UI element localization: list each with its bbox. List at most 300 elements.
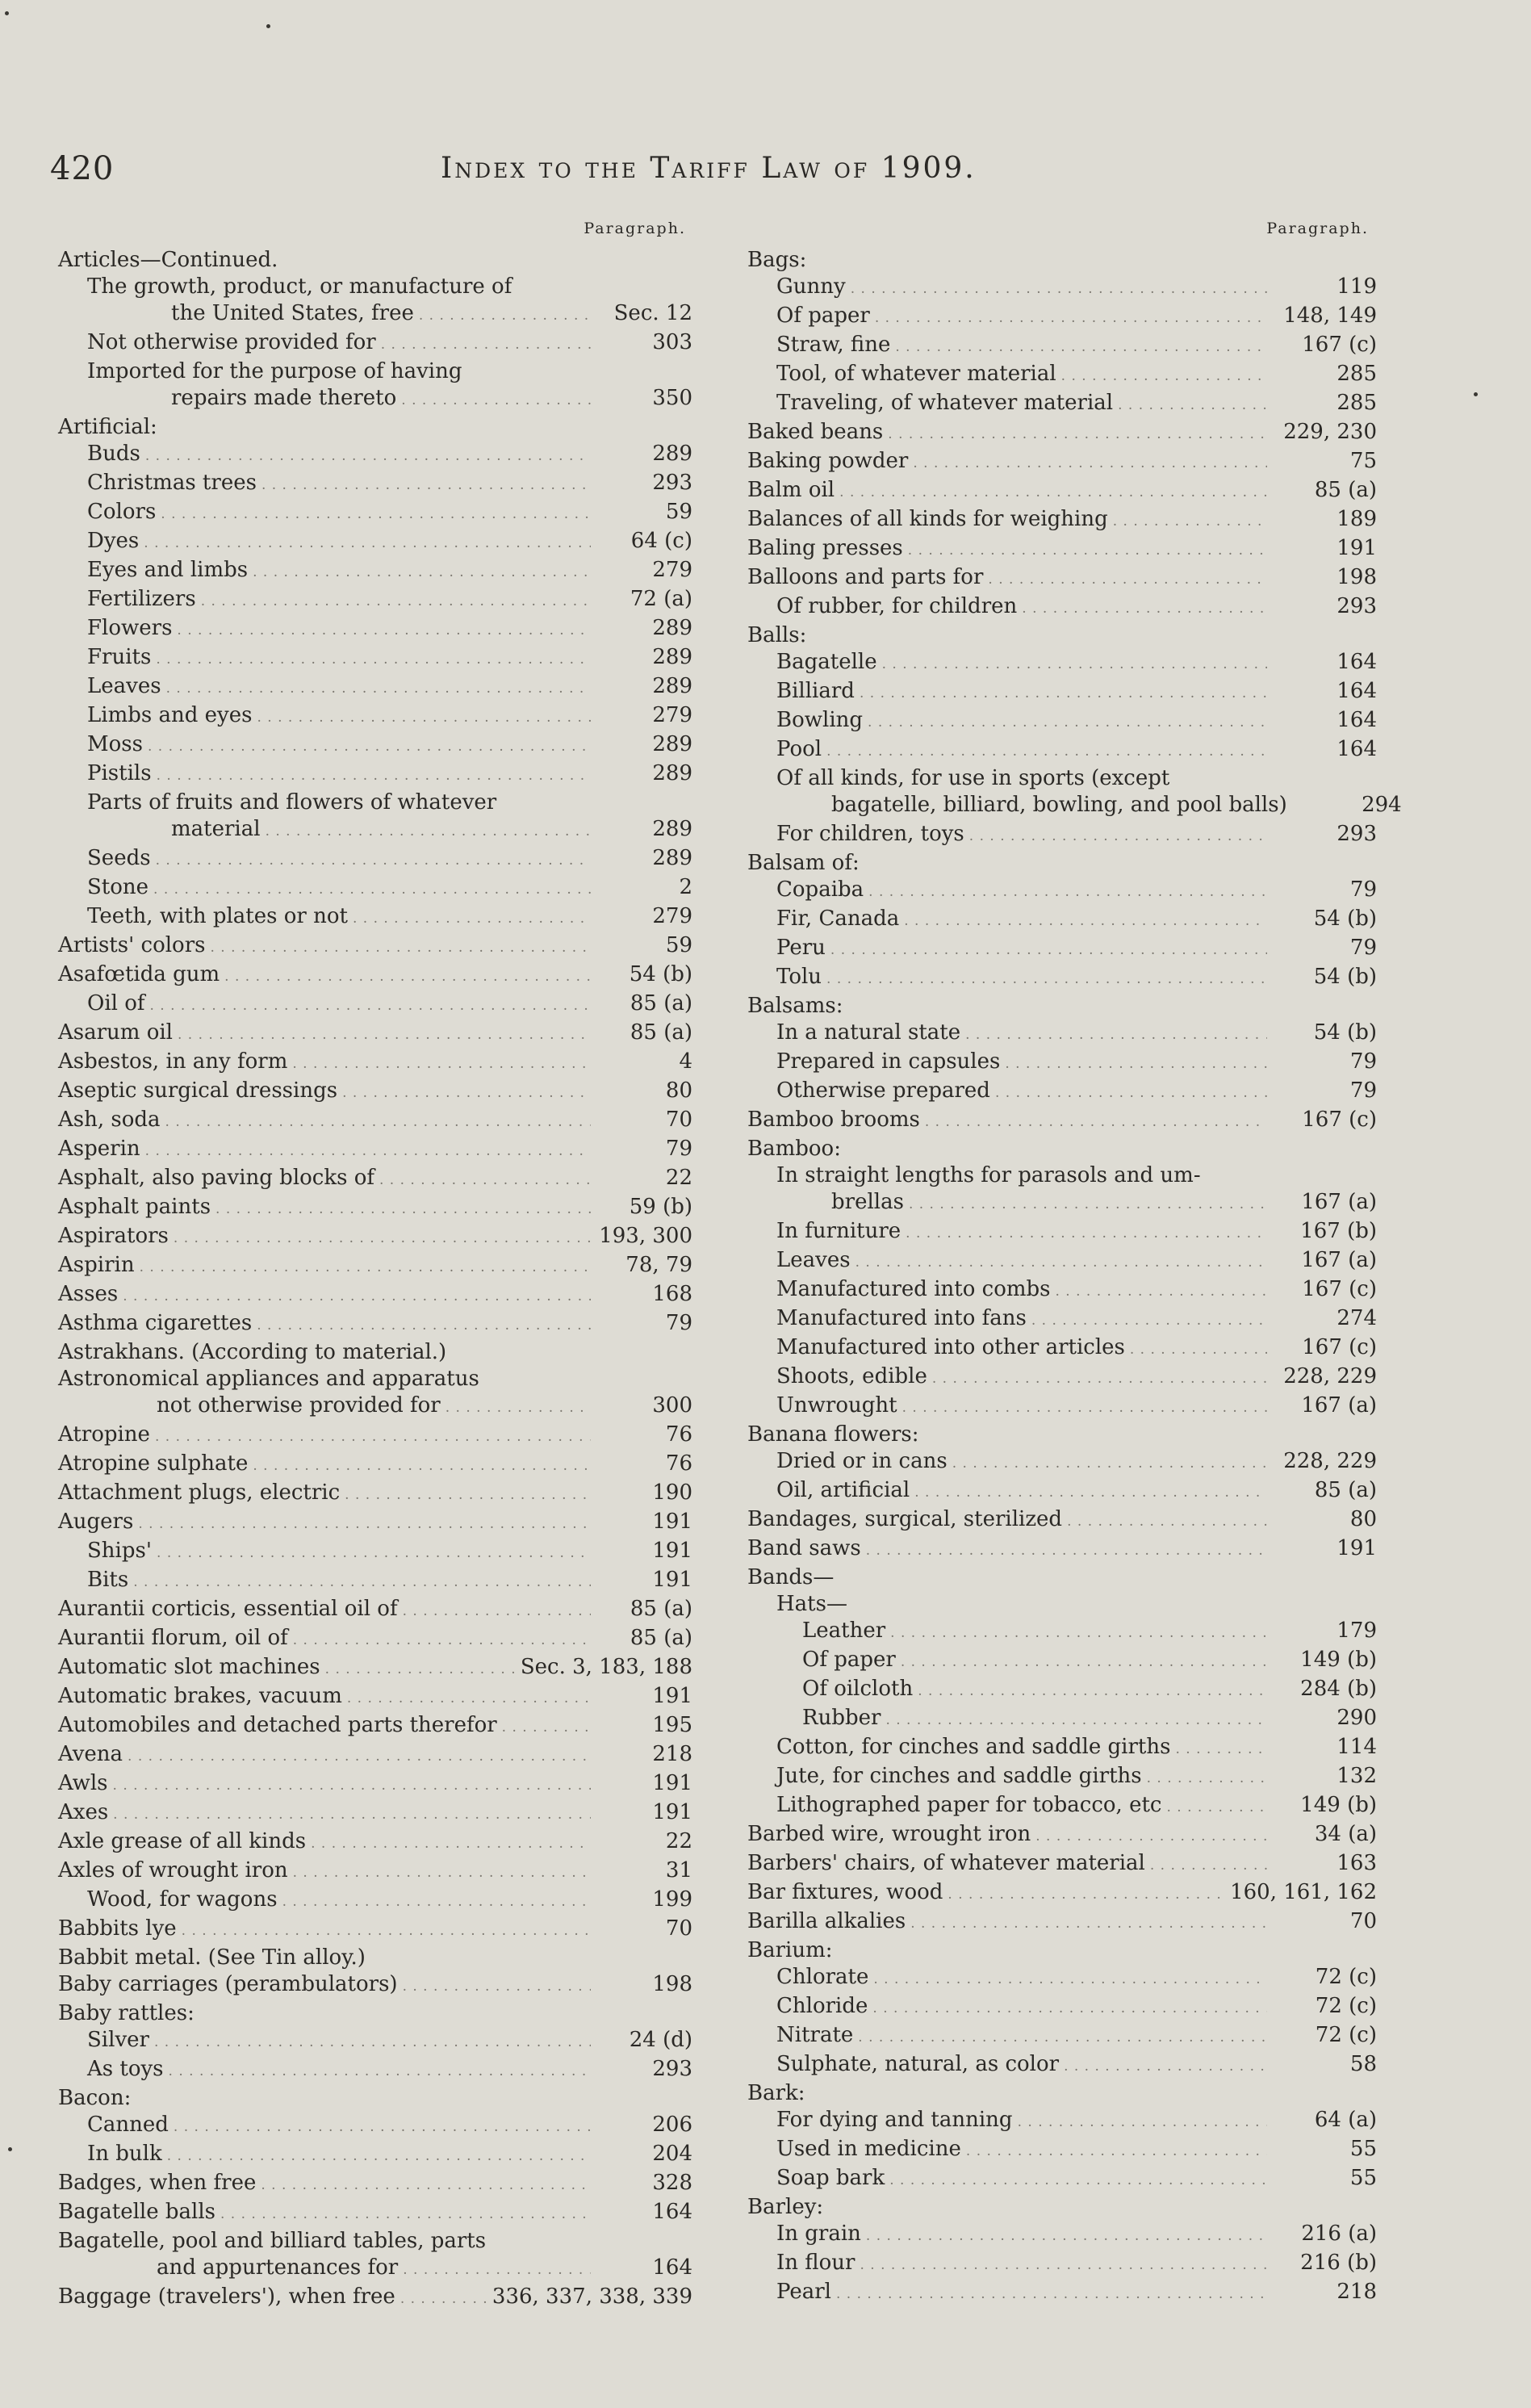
index-entry [747, 2080, 1377, 2107]
entry-term: Ash, soda [58, 1108, 161, 1132]
leader-dots [1147, 1765, 1267, 1792]
index-entry [747, 535, 1377, 564]
paragraph-number: 167 (c) [1302, 1277, 1377, 1301]
index-entry [747, 1078, 1377, 1107]
paragraph-number: 22 [665, 1166, 692, 1190]
index-entry [58, 2056, 692, 2085]
paragraph-number: 218 [1336, 2280, 1377, 2304]
paragraph-number: 228, 229 [1283, 1449, 1377, 1473]
index-entry [58, 1741, 692, 1770]
leader-dots [261, 472, 591, 499]
index-entry [747, 1993, 1377, 2022]
entry-term: Balloons and parts for [747, 565, 984, 589]
index-entry [747, 935, 1377, 964]
index-entry [747, 390, 1377, 419]
leader-dots [1022, 596, 1267, 622]
leader-dots [400, 2286, 487, 2313]
leader-dots [182, 1918, 591, 1945]
index-entry [58, 1165, 692, 1194]
entry-term: Artificial: [58, 415, 157, 439]
index-entry [747, 1422, 1377, 1448]
leader-dots [381, 332, 591, 358]
paragraph-number: 79 [1349, 877, 1377, 902]
index-entry [747, 1821, 1377, 1850]
index-entry [747, 964, 1377, 993]
entry-term: Chloride [776, 1994, 868, 2018]
paragraph-number: 164 [652, 2255, 692, 2280]
paragraph-number: 279 [652, 904, 692, 928]
paragraph-number: 189 [1336, 507, 1377, 531]
leader-dots [210, 935, 591, 961]
entry-term: Imported for the purpose of having [87, 359, 462, 383]
index-entry [747, 1334, 1377, 1363]
leader-dots [1031, 1308, 1267, 1334]
leader-dots [855, 1250, 1267, 1276]
entry-term: Of rubber, for children [776, 594, 1018, 618]
entry-term: Eyes and limbs [87, 558, 249, 582]
leader-dots [293, 1627, 591, 1654]
index-entry [58, 1310, 692, 1339]
leader-dots [1175, 1736, 1267, 1763]
entry-term: Oil of [87, 991, 145, 1016]
index-entry [58, 2000, 692, 2027]
paragraph-number: 72 (c) [1315, 1994, 1377, 2018]
leader-dots [932, 1366, 1267, 1392]
entry-term: Baking powder [747, 449, 909, 473]
paragraph-number: 300 [652, 1393, 692, 1418]
leader-dots [201, 588, 591, 615]
entry-term: Used in medicine [776, 2137, 961, 2161]
paragraph-number: 204 [652, 2142, 692, 2166]
index-entry [58, 1281, 692, 1310]
paragraph-number: 164 [1336, 650, 1377, 674]
entry-term: Manufactured into combs [776, 1277, 1051, 1301]
entry-term: Asses [58, 1282, 119, 1306]
paragraph-number: 179 [1336, 1619, 1377, 1643]
entry-term: In furniture [776, 1219, 901, 1243]
leader-dots [901, 1649, 1267, 1676]
index-entry [58, 1916, 692, 1945]
paragraph-number: 167 (a) [1301, 1248, 1377, 1272]
paragraph-number: 79 [1349, 1049, 1377, 1074]
paragraph-number: 303 [652, 330, 692, 354]
index-entry [58, 615, 692, 644]
entry-term: In bulk [87, 2142, 162, 2166]
index-entry [58, 470, 692, 499]
paragraph-number: 336, 337, 338, 339 [492, 2284, 692, 2309]
index-entry [747, 1162, 1377, 1218]
entry-term: Of paper [802, 1648, 896, 1672]
index-entry [58, 1887, 692, 1916]
entry-term: Limbs and eyes [87, 703, 253, 727]
paragraph-number: 72 (a) [630, 587, 692, 611]
entry-term: Tool, of whatever material [776, 362, 1056, 386]
entry-term: Baling presses [747, 536, 903, 560]
entry-term: Bamboo: [747, 1137, 841, 1161]
paragraph-number: 216 (b) [1300, 2251, 1377, 2275]
paragraph-number: 59 [665, 933, 692, 957]
index-entry [747, 1763, 1377, 1792]
index-entry [747, 593, 1377, 622]
entry-term: Astrakhans. (According to material.) [58, 1340, 447, 1364]
leader-dots [1150, 1853, 1267, 1879]
paragraph-number: 31 [665, 1858, 692, 1882]
paragraph-number: 2 [679, 875, 692, 899]
leader-dots [157, 763, 591, 789]
entry-term: Aspirators [58, 1224, 169, 1248]
leader-dots [161, 501, 591, 528]
entry-term: Cotton, for cinches and saddle girths [776, 1735, 1171, 1759]
entry-term: Aurantii florum, oil of [58, 1626, 288, 1650]
entry-term: Automatic brakes, vacuum [58, 1684, 342, 1708]
paragraph-number: 289 [652, 645, 692, 669]
paragraph-number: 163 [1336, 1851, 1377, 1875]
index-entry [747, 274, 1377, 303]
paragraph-number: 76 [665, 1422, 692, 1447]
index-entry [747, 2022, 1377, 2051]
index-entry [58, 1625, 692, 1654]
paragraph-number: 274 [1336, 1306, 1377, 1330]
entry-term: Manufactured into other articles [776, 1335, 1125, 1359]
index-entry [58, 1538, 692, 1567]
entry-term: In a natural state [776, 1020, 961, 1045]
paragraph-number: 229, 230 [1283, 420, 1377, 444]
paragraph-number: 160, 161, 162 [1230, 1880, 1377, 1904]
index-entry [747, 1879, 1377, 1908]
paragraph-number: 191 [1336, 536, 1377, 560]
entry-term: Rubber [802, 1706, 881, 1730]
paragraph-number: 198 [652, 1972, 692, 1996]
entry-term: Bagatelle, pool and billiard tables, parts [58, 2229, 487, 2253]
scan-speck [266, 24, 270, 28]
leader-dots [1113, 509, 1267, 535]
paragraph-number: 191 [652, 1568, 692, 1592]
entry-term: Bar fixtures, wood [747, 1880, 943, 1904]
index-entry [58, 586, 692, 615]
index-list-right [747, 247, 1402, 2308]
entry-term: Asperin [58, 1137, 140, 1161]
index-entry [747, 2221, 1377, 2250]
leader-dots [1018, 2109, 1267, 2136]
index-entry [747, 1591, 1377, 1618]
paragraph-number: 198 [1336, 565, 1377, 589]
leader-dots [401, 387, 591, 414]
leader-dots [909, 1191, 1267, 1218]
entry-term: Christmas trees [87, 471, 257, 495]
index-entry [747, 1705, 1377, 1734]
index-entry [747, 1734, 1377, 1763]
entry-term: Colors [87, 500, 157, 524]
index-entry [58, 1049, 692, 1078]
paragraph-number: 279 [652, 703, 692, 727]
index-entry [58, 499, 692, 528]
entry-term: Banana flowers: [747, 1422, 919, 1447]
index-entry [58, 2199, 692, 2228]
leader-dots [325, 1656, 516, 1683]
paragraph-number: 289 [652, 846, 692, 870]
paragraph-number: 22 [665, 1829, 692, 1853]
index-entry [58, 2170, 692, 2199]
index-entry [747, 1136, 1377, 1162]
leader-dots [889, 2167, 1267, 2194]
paragraph-number: 191 [652, 1684, 692, 1708]
index-entry [747, 1908, 1377, 1937]
index-entry [747, 361, 1377, 390]
entry-term: Bowling [776, 708, 864, 732]
leader-dots [966, 2138, 1267, 2165]
index-entry [747, 2194, 1377, 2221]
index-entry [58, 1567, 692, 1596]
leader-dots [1166, 1794, 1267, 1821]
paragraph-number: 293 [652, 471, 692, 495]
index-entry [58, 1451, 692, 1480]
paragraph-number: 55 [1349, 2166, 1377, 2190]
paragraph-number: 191 [652, 1771, 692, 1795]
entry-term: Shoots, edible [776, 1364, 927, 1388]
paragraph-number: 293 [1336, 594, 1377, 618]
paragraph-number: Sec. 3, 183, 188 [520, 1655, 692, 1679]
paragraph-number: 285 [1336, 391, 1377, 415]
leader-dots [353, 906, 591, 932]
entry-term: Oil, artificial [776, 1478, 910, 1502]
index-entry [747, 993, 1377, 1020]
index-entry [747, 1506, 1377, 1535]
leader-dots [1061, 363, 1267, 390]
leader-dots [153, 877, 591, 903]
leader-dots [292, 1051, 591, 1078]
index-entry [58, 1683, 692, 1712]
index-entry [747, 1964, 1377, 1993]
leader-dots [882, 651, 1267, 678]
entry-term: Teeth, with plates or not [87, 904, 348, 928]
paragraph-number: 167 (a) [1301, 1190, 1377, 1214]
index-list-left [58, 247, 692, 2313]
index-entry [58, 789, 692, 845]
leader-dots [167, 2143, 591, 2170]
entry-term: Bark: [747, 2081, 805, 2105]
entry-continuation: and appurtenances for [157, 2255, 399, 2280]
entry-term: Aseptic surgical dressings [58, 1078, 338, 1103]
paragraph-number: 79 [665, 1311, 692, 1335]
index-entry [58, 1107, 692, 1136]
leader-dots [113, 1802, 591, 1828]
leader-dots [257, 1313, 591, 1339]
entry-term: In straight lengths for parasols and um- [776, 1163, 1201, 1187]
leader-dots [875, 305, 1267, 332]
index-entry [58, 932, 692, 961]
index-entry [58, 1509, 692, 1538]
paragraph-number: 285 [1336, 362, 1377, 386]
index-entry [747, 1049, 1377, 1078]
paragraph-number: 85 (a) [630, 1597, 692, 1621]
leader-dots [150, 993, 592, 1020]
entry-term: Attachment plugs, electric [58, 1480, 341, 1505]
paragraph-number: 289 [652, 674, 692, 698]
entry-continuation: the United States, free [171, 301, 414, 325]
leader-dots [914, 1480, 1267, 1506]
index-entry [747, 1477, 1377, 1506]
entry-term: Dried or in cans [776, 1449, 947, 1473]
paragraph-number: 148, 149 [1283, 304, 1377, 328]
entry-term: Artists' colors [58, 933, 206, 957]
leader-dots [902, 1395, 1267, 1422]
entry-continuation: brellas [831, 1190, 904, 1214]
paragraph-number: 79 [665, 1137, 692, 1161]
paragraph-number: 79 [1349, 936, 1377, 960]
leader-dots [155, 1424, 591, 1451]
index-entry [58, 329, 692, 358]
entry-term: Dyes [87, 529, 140, 553]
leader-dots [866, 1538, 1267, 1564]
entry-term: Fir, Canada [776, 907, 900, 931]
entry-term: Fruits [87, 645, 152, 669]
index-entry [58, 1596, 692, 1625]
paragraph-number: 24 (d) [629, 2028, 692, 2052]
paragraph-number: 167 (c) [1302, 333, 1377, 357]
leader-dots [1056, 1279, 1268, 1305]
index-entry [58, 2284, 692, 2313]
leader-dots [138, 1511, 591, 1538]
leader-dots [988, 567, 1267, 593]
index-entry [747, 1535, 1377, 1564]
paragraph-number: 164 [652, 2200, 692, 2224]
paragraph-number: 132 [1336, 1764, 1377, 1788]
entry-term: Seeds [87, 846, 151, 870]
entry-term: Flowers [87, 616, 173, 640]
entry-term: Nitrate [776, 2023, 854, 2047]
index-entry [747, 1020, 1377, 1049]
leader-dots [866, 2223, 1267, 2250]
entry-term: Axles of wrought iron [58, 1858, 288, 1882]
entry-term: Canned [87, 2113, 169, 2137]
leader-dots [419, 303, 591, 329]
entry-term: Of oilcloth [802, 1677, 914, 1701]
index-entry [747, 765, 1402, 821]
leader-dots [178, 1022, 591, 1049]
leader-dots [868, 710, 1267, 736]
index-entry [58, 990, 692, 1020]
leader-dots [403, 1598, 591, 1625]
entry-term: Baby carriages (perambulators) [58, 1972, 398, 1996]
entry-term: Gunny [776, 274, 846, 299]
entry-term: Badges, when free [58, 2171, 257, 2195]
index-entry [58, 1078, 692, 1107]
leader-dots [345, 1482, 591, 1509]
entry-term: Baby rattles: [58, 2001, 195, 2025]
index-entry [747, 303, 1377, 332]
index-entry [58, 760, 692, 789]
paragraph-number: 193, 300 [599, 1224, 692, 1248]
leader-dots [220, 2201, 591, 2228]
entry-term: Sulphate, natural, as color [776, 2052, 1060, 2076]
paragraph-number: 76 [665, 1451, 692, 1476]
index-entry [747, 1107, 1377, 1136]
index-entry [58, 2027, 692, 2056]
index-entry [747, 1676, 1377, 1705]
paragraph-number: 72 (c) [1315, 1965, 1377, 1989]
entry-term: Leaves [776, 1248, 851, 1272]
leader-dots [910, 1911, 1267, 1937]
paragraph-number: 279 [652, 558, 692, 582]
leader-dots [851, 276, 1267, 303]
paragraph-number: 289 [652, 817, 692, 841]
paragraph-number: 191 [652, 1510, 692, 1534]
paragraph-number: 70 [665, 1108, 692, 1132]
leader-dots [224, 964, 591, 990]
entry-term: Avena [58, 1742, 123, 1766]
paragraph-number: 195 [652, 1713, 692, 1737]
index-entry [747, 1363, 1377, 1392]
paragraph-number: 85 (a) [630, 991, 692, 1016]
paragraph-number: 4 [679, 1049, 692, 1074]
leader-dots [133, 1569, 591, 1596]
leader-dots [906, 1221, 1267, 1247]
paragraph-number: 54 (b) [1313, 907, 1377, 931]
index-entry [747, 448, 1377, 477]
leader-dots [969, 823, 1267, 850]
leader-dots [826, 739, 1267, 765]
leader-dots [282, 1889, 591, 1916]
paragraph-number: 149 (b) [1300, 1793, 1377, 1817]
entry-continuation: bagatelle, billiard, bowling, and pool balls) [831, 793, 1287, 817]
index-entry [58, 1223, 692, 1252]
paragraph-number: 58 [1349, 2052, 1377, 2076]
paragraph-number: 191 [1336, 1536, 1377, 1560]
leader-dots [995, 1080, 1267, 1107]
paragraph-number: 64 (a) [1314, 2108, 1377, 2132]
leader-dots [342, 1080, 591, 1107]
index-entry [747, 1937, 1377, 1964]
paragraph-number: 55 [1349, 2137, 1377, 2161]
paragraph-number: 85 (a) [630, 1020, 692, 1045]
entry-term: Unwrought [776, 1393, 897, 1418]
entry-term: Aurantii corticis, essential oil of [58, 1597, 398, 1621]
entry-term: Pool [776, 737, 822, 761]
leader-dots [952, 1451, 1267, 1477]
index-entry [747, 1247, 1377, 1276]
index-entry [747, 1218, 1377, 1247]
entry-term: Pearl [776, 2280, 831, 2304]
leader-dots [145, 443, 591, 470]
leader-dots [502, 1715, 591, 1741]
index-entry [58, 673, 692, 702]
paragraph-number: 191 [652, 1800, 692, 1824]
leader-dots [266, 819, 591, 845]
entry-term: Atropine sulphate [58, 1451, 249, 1476]
paragraph-number: 293 [652, 2057, 692, 2081]
index-entry [58, 903, 692, 932]
paragraph-number: 64 (c) [630, 529, 692, 553]
index-entry [747, 1392, 1377, 1422]
entry-term: For dying and tanning [776, 2108, 1013, 2132]
index-entry [747, 1305, 1377, 1334]
entry-term: Peru [776, 936, 826, 960]
index-entry [58, 1654, 692, 1683]
page-number: 420 [50, 150, 115, 187]
index-entry [747, 419, 1377, 448]
entry-term: Otherwise prepared [776, 1078, 990, 1103]
leader-dots [925, 1109, 1267, 1136]
entry-term: Of all kinds, for use in sports (except [776, 766, 1170, 790]
paragraph-number: 54 (b) [1313, 965, 1377, 989]
index-entry [58, 414, 692, 441]
entry-term: Chlorate [776, 1965, 869, 1989]
index-entry [58, 528, 692, 557]
entry-term: Bagatelle balls [58, 2200, 215, 2224]
paragraph-number: 167 (c) [1302, 1335, 1377, 1359]
entry-term: Band saws [747, 1536, 861, 1560]
leader-dots [166, 676, 591, 702]
